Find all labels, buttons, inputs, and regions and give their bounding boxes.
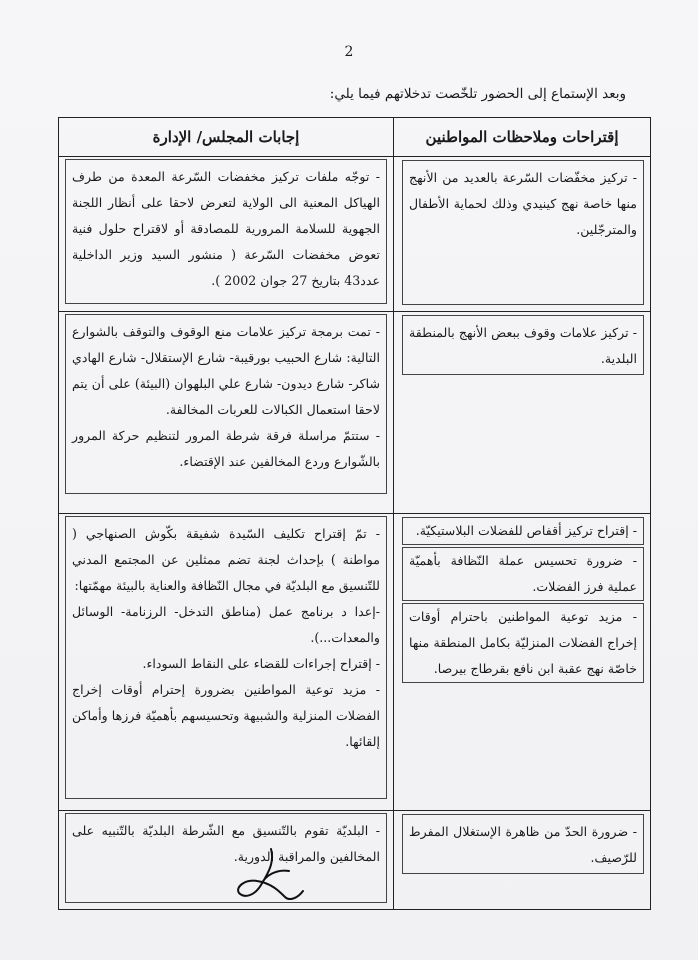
handwritten-signature bbox=[231, 845, 311, 905]
council-reply: - توجّه ملفات تركيز مخفضات السّرعة المعدة من طرف الهياكل المعنية الى الولاية لتعرض لاحقا على أنظار اللجنة الجهوية للسلامة المرورية للمصادقة أو لاقتراح حلول فنية تعوض مخفضات السّرعة ( منشور السيد وزير الداخلية عدد43 بتاريخ 27 جوان 2002 ). bbox=[72, 169, 380, 288]
council-cell-3 bbox=[59, 513, 394, 810]
citizen-proposal: - إقتراح تركيز أقفاص للفضلات البلاستيكيّة. bbox=[402, 517, 644, 545]
page-number: 2 bbox=[344, 44, 354, 60]
council-reply: - البلديّة تقوم بالتّنسيق مع الشّرطة البلديّة بالتّنبيه على المخالفين والمراقبة الدورية. bbox=[72, 823, 380, 864]
council-cell-4 bbox=[59, 810, 394, 909]
council-reply: - تمت برمجة تركيز علامات منع الوقوف والتوقف بالشوارع التالية: شارع الحبيب بورقيبة- شارع الإستقلال- شارع الهادي شاكر- شارع ديدون- شارع علي البلهوان (البيئة) على أن يتم لاحقا استعمال الكبالات للعربات المخالفة. bbox=[72, 324, 380, 417]
council-reply: -إعدا د برنامج عمل (مناطق التدخل- الرزنامة- الوسائل والمعدات...). bbox=[72, 604, 380, 645]
council-reply: - تمّ إقتراح تكليف السّيدة شفيقة بكّوش الصنهاجي ( مواطنة ) بإحداث لجنة تضم ممثلين عن المجتمع المدني للتّنسيق مع البلديّة في مجال النّظافة والعناية بالبيئة مهمّتها: bbox=[72, 526, 380, 593]
intro-sentence: وبعد الإستماع إلى الحضور تلخّصت تدخلاتهم فيما يلي: bbox=[329, 86, 626, 102]
proposals-table bbox=[58, 117, 651, 910]
header-citizens: إقتراحات وملاحظات المواطنين bbox=[425, 128, 619, 146]
council-cell-2 bbox=[59, 311, 394, 513]
citizens-cell-3 bbox=[394, 513, 650, 810]
citizens-cell-2 bbox=[394, 311, 650, 513]
citizen-proposal: - ضرورة الحدّ من ظاهرة الإستغلال المفرط للرّصيف. bbox=[409, 824, 637, 865]
header-council: إجابات المجلس/ الإدارة bbox=[59, 118, 394, 156]
citizen-proposal: - ضرورة تحسيس عملة النّظافة بأهميّة عملية فرز الفضلات. bbox=[402, 547, 644, 601]
council-reply: - مزيد توعية المواطنين بضرورة إحترام أوقات إخراج الفضلات المنزلية والشبيهة وتحسيسهم بأهميّة فرزها وأماكن إلقائها. bbox=[72, 682, 380, 749]
council-cell-1 bbox=[59, 156, 394, 311]
citizen-proposal: - تركيز علامات وقوف ببعض الأنهج بالمنطقة البلدية. bbox=[409, 325, 637, 366]
citizens-cell-4 bbox=[394, 810, 650, 909]
citizens-cell-1 bbox=[394, 156, 650, 311]
citizen-proposal: - مزيد توعية المواطنين باحترام أوقات إخراج الفضلات المنزليّة بكامل المنطقة منها خاصّة نهج عقبة ابن نافع بقرطاج بيرصا. bbox=[402, 603, 644, 683]
council-reply: - إقتراح إجراءات للقضاء على النقاط السوداء. bbox=[142, 656, 380, 671]
citizen-proposal: - تركيز مخفّضات السّرعة بالعديد من الأنهج منها خاصة نهج كينيدي وذلك لحماية الأطفال والمترجّلين. bbox=[409, 170, 637, 237]
council-reply: - ستتمّ مراسلة فرقة شرطة المرور لتنظيم حركة المرور بالشّوارع وردع المخالفين عند الإقتضاء. bbox=[72, 428, 380, 469]
